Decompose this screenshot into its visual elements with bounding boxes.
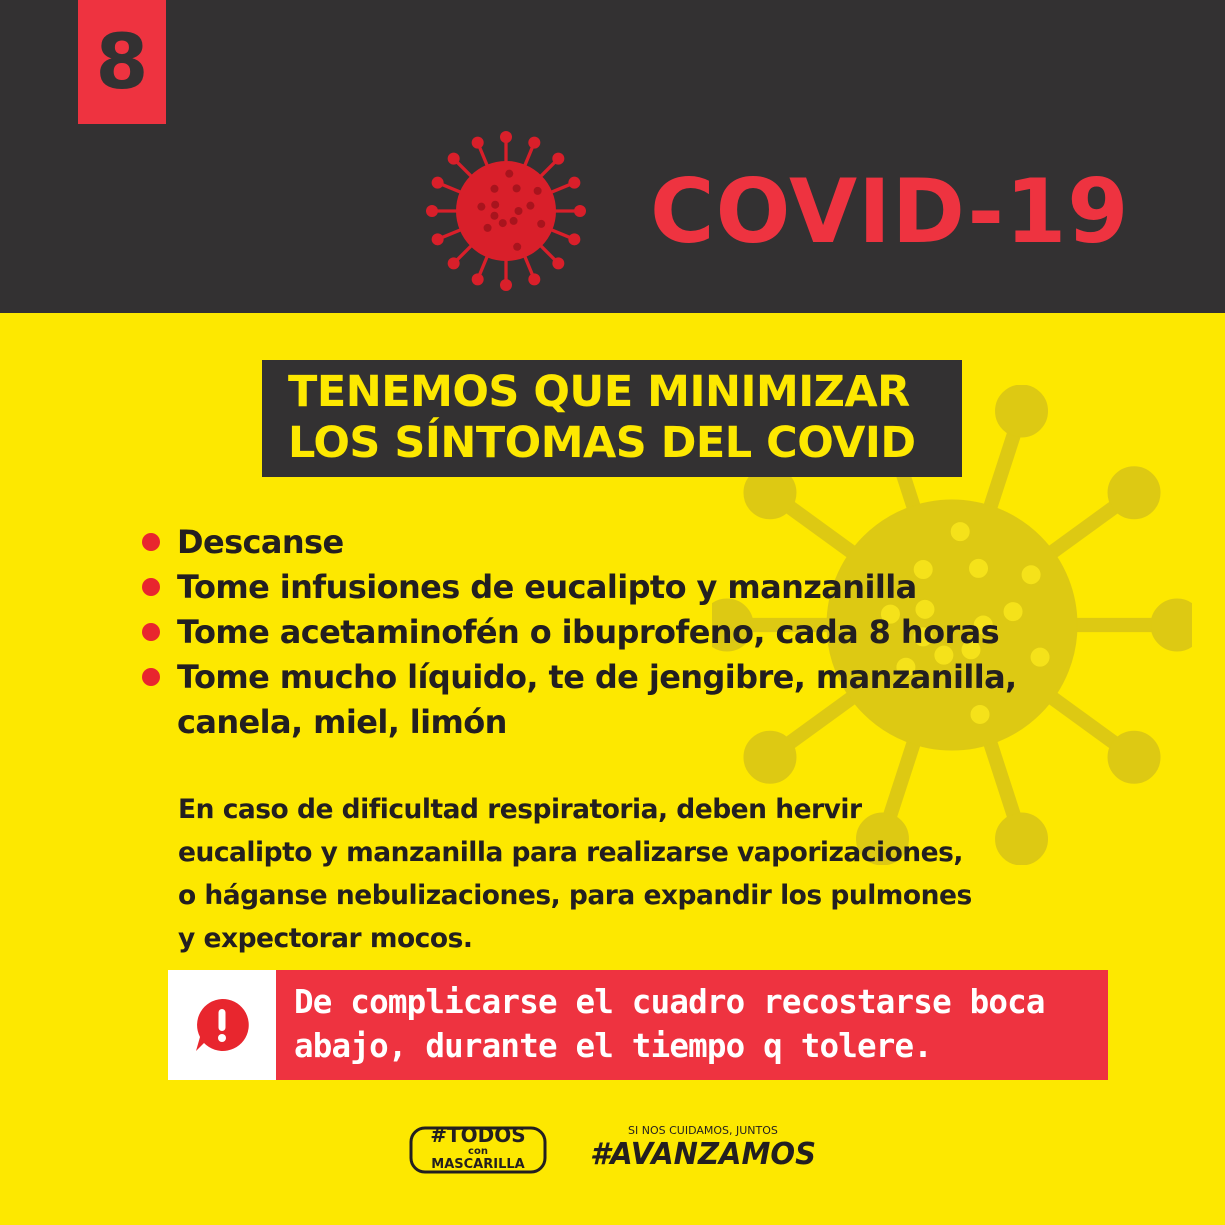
logo-slogan-text: SI NOS CUIDAMOS, JUNTOS bbox=[628, 1124, 778, 1137]
alert-banner bbox=[168, 970, 1108, 1080]
page-title: COVID-19 bbox=[650, 160, 1130, 263]
alert-line-1: De complicarse el cuadro recostarse boca bbox=[294, 983, 1045, 1021]
number-badge-label: 8 bbox=[95, 17, 149, 106]
alert-icon-box bbox=[168, 970, 276, 1080]
logo-todos-text: #TODOS bbox=[430, 1123, 526, 1147]
heading-line-1: TENEMOS QUE MINIMIZAR bbox=[288, 367, 910, 417]
bullet-dot-icon bbox=[142, 623, 160, 641]
paragraph-line: En caso de dificultad respiratoria, deben hervir bbox=[178, 794, 862, 825]
list-item-text: Tome mucho líquido, te de jengibre, manzanilla, canela, miel, limón bbox=[177, 658, 1017, 741]
coronavirus-icon bbox=[420, 125, 592, 297]
logo-avanzamos-text: #AVANZAMOS bbox=[590, 1137, 816, 1172]
bullet-dot-icon bbox=[142, 578, 160, 596]
todos-con-mascarilla-logo bbox=[408, 1118, 568, 1178]
logo-con-text: con bbox=[468, 1146, 488, 1157]
number-badge bbox=[78, 0, 166, 124]
heading-line-2: LOS SÍNTOMAS DEL COVID bbox=[288, 418, 916, 468]
bullet-dot-icon bbox=[142, 668, 160, 686]
paragraph-line: y expectorar mocos. bbox=[178, 923, 473, 954]
list-item-text: Descanse bbox=[177, 523, 344, 561]
list-item bbox=[140, 655, 1107, 745]
list-item-text: Tome infusiones de eucalipto y manzanilla bbox=[177, 568, 917, 606]
header-band bbox=[0, 0, 1225, 313]
list-item bbox=[140, 565, 1140, 610]
exclamation-bubble-icon bbox=[190, 993, 254, 1057]
avanzamos-logo bbox=[588, 1116, 820, 1176]
list-item bbox=[140, 610, 1140, 655]
alert-line-2: abajo, durante el tiempo q tolere. bbox=[294, 1027, 933, 1065]
bullet-dot-icon bbox=[142, 533, 160, 551]
paragraph-line: o háganse nebulizaciones, para expandir los pulmones bbox=[178, 880, 972, 911]
respiratory-advice-paragraph bbox=[178, 788, 1138, 960]
list-item-text: Tome acetaminofén o ibuprofeno, cada 8 horas bbox=[177, 613, 1000, 651]
alert-text-box bbox=[276, 970, 1108, 1080]
bullet-list bbox=[140, 520, 1140, 745]
heading-box bbox=[262, 360, 962, 477]
logo-mascarilla-text: MASCARILLA bbox=[431, 1157, 525, 1172]
list-item bbox=[140, 520, 1140, 565]
paragraph-line: eucalipto y manzanilla para realizarse vaporizaciones, bbox=[178, 837, 963, 868]
